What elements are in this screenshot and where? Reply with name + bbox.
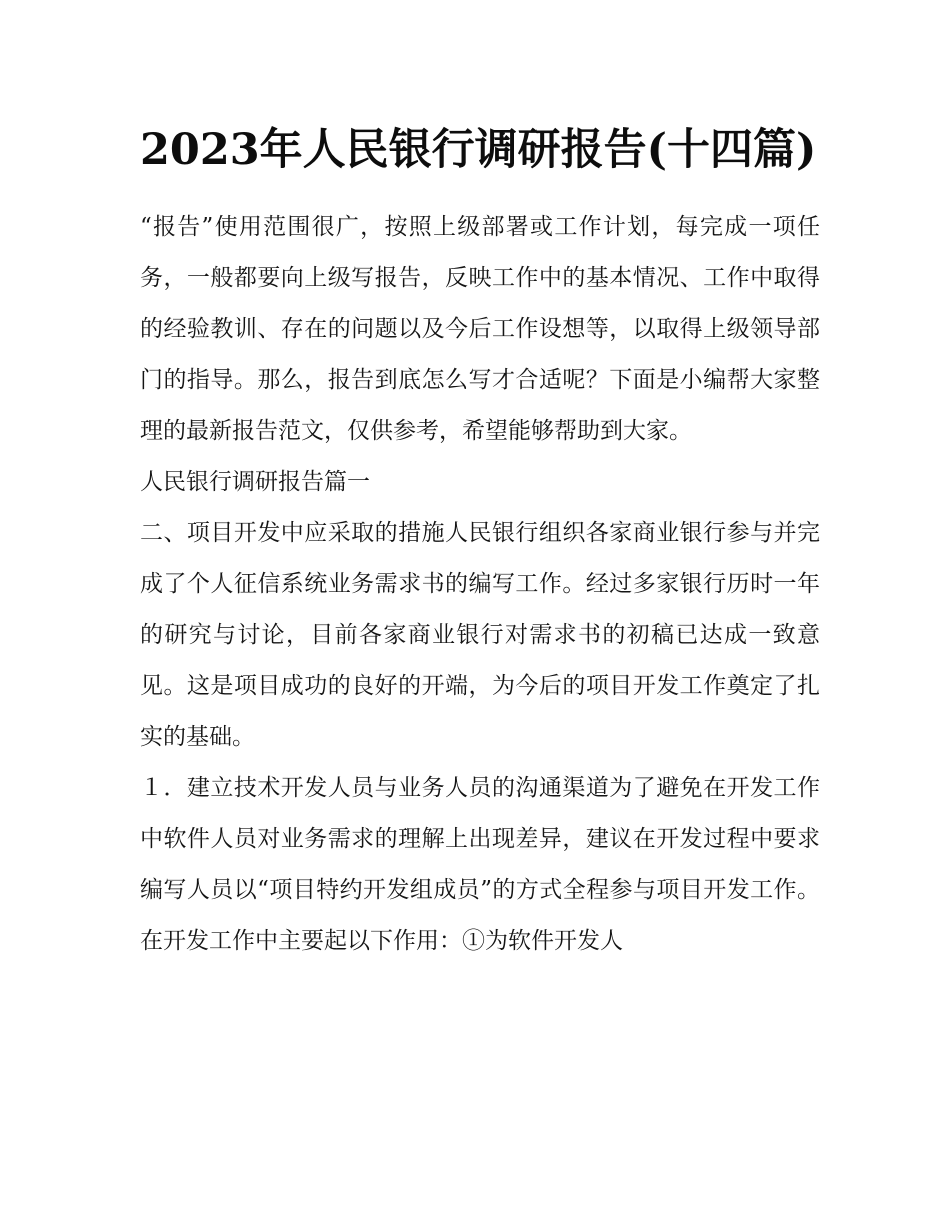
body-paragraph-2: １．建立技术开发人员与业务人员的沟通渠道为了避免在开发工作中软件人员对业务需求的理解上出现差异，建议在开发过程中要求编写人员以“项目特约开发组成员”的方式全程参与项目开发工作。在开发工作中主要起以下作用：①为软件开发人 [140, 775, 820, 954]
section-heading: 人民银行调研报告篇一 [140, 469, 370, 495]
document-title: 2023年人民银行调研报告(十四篇) [140, 125, 817, 175]
document-body [140, 112, 820, 967]
body-paragraph-1: 二、项目开发中应采取的措施人民银行组织各家商业银行参与并完成了个人征信系统业务需求书的编写工作。经过多家银行历时一年的研究与讨论，目前各家商业银行对需求书的初稿已达成一致意见。这是项目成功的良好的开端，为今后的项目开发工作奠定了扎实的基础。 [140, 520, 820, 750]
intro-paragraph: “报告”使用范围很广，按照上级部署或工作计划，每完成一项任务，一般都要向上级写报告，反映工作中的基本情况、工作中取得的经验教训、存在的问题以及今后工作设想等，以取得上级领导部门的指导。那么，报告到底怎么写才合适呢？下面是小编帮大家整理的最新报告范文，仅供参考，希望能够帮助到大家。 [140, 214, 820, 444]
